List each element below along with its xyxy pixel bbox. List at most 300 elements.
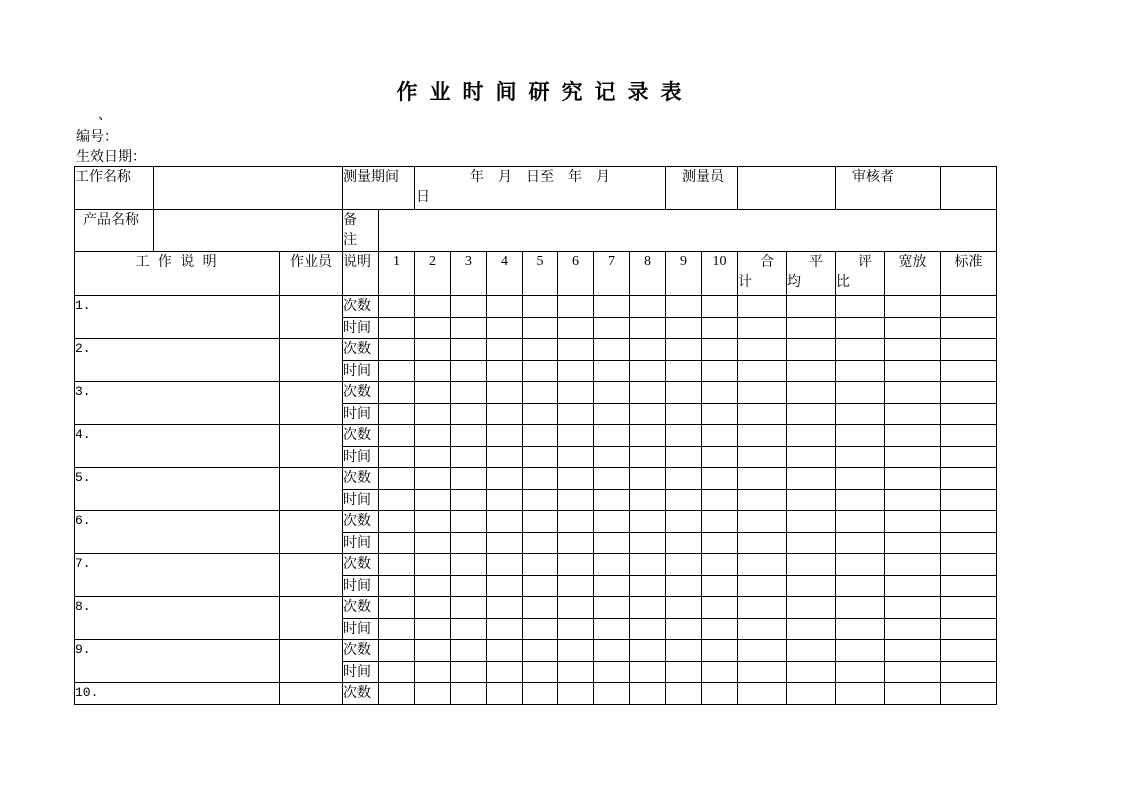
count-cell-9[interactable] [666,511,702,533]
count-cell-9[interactable] [666,382,702,404]
time-cell-5[interactable] [523,662,558,683]
count-cell-7[interactable] [594,468,630,490]
time-cell-15[interactable] [941,533,997,554]
count-cell-8[interactable] [630,640,666,662]
time-cell-14[interactable] [885,490,941,511]
count-cell-1[interactable] [379,425,415,447]
count-cell-6[interactable] [558,511,594,533]
count-cell-14[interactable] [885,554,941,576]
time-cell-4[interactable] [487,361,523,382]
time-cell-7[interactable] [594,318,630,339]
count-cell-5[interactable] [523,382,558,404]
count-cell-5[interactable] [523,339,558,361]
count-cell-12[interactable] [787,683,836,705]
count-cell-15[interactable] [941,554,997,576]
time-cell-1[interactable] [379,619,415,640]
count-cell-3[interactable] [451,296,487,318]
count-cell-11[interactable] [738,296,787,318]
time-cell-10[interactable] [702,404,738,425]
time-cell-15[interactable] [941,662,997,683]
count-cell-9[interactable] [666,640,702,662]
count-cell-8[interactable] [630,425,666,447]
time-cell-10[interactable] [702,619,738,640]
count-cell-6[interactable] [558,468,594,490]
time-cell-5[interactable] [523,490,558,511]
time-cell-12[interactable] [787,576,836,597]
count-cell-2[interactable] [415,468,451,490]
measurer-field[interactable] [738,167,836,210]
count-cell-3[interactable] [451,597,487,619]
time-cell-11[interactable] [738,662,787,683]
count-cell-7[interactable] [594,554,630,576]
count-cell-4[interactable] [487,425,523,447]
time-cell-12[interactable] [787,361,836,382]
count-cell-8[interactable] [630,468,666,490]
time-cell-12[interactable] [787,490,836,511]
time-cell-15[interactable] [941,404,997,425]
time-cell-8[interactable] [630,619,666,640]
count-cell-11[interactable] [738,468,787,490]
time-cell-7[interactable] [594,404,630,425]
time-cell-1[interactable] [379,533,415,554]
time-cell-11[interactable] [738,404,787,425]
time-cell-5[interactable] [523,447,558,468]
count-cell-13[interactable] [836,640,885,662]
count-cell-8[interactable] [630,683,666,705]
time-cell-9[interactable] [666,318,702,339]
time-cell-2[interactable] [415,576,451,597]
time-cell-1[interactable] [379,404,415,425]
count-cell-4[interactable] [487,554,523,576]
count-cell-11[interactable] [738,640,787,662]
time-cell-3[interactable] [451,361,487,382]
time-cell-1[interactable] [379,490,415,511]
count-cell-1[interactable] [379,511,415,533]
count-cell-4[interactable] [487,511,523,533]
time-cell-8[interactable] [630,404,666,425]
count-cell-6[interactable] [558,640,594,662]
task-operator[interactable] [280,597,343,640]
count-cell-6[interactable] [558,683,594,705]
count-cell-4[interactable] [487,683,523,705]
time-cell-6[interactable] [558,576,594,597]
count-cell-12[interactable] [787,468,836,490]
time-cell-9[interactable] [666,533,702,554]
time-cell-8[interactable] [630,662,666,683]
time-cell-3[interactable] [451,490,487,511]
count-cell-3[interactable] [451,640,487,662]
count-cell-10[interactable] [702,468,738,490]
time-cell-15[interactable] [941,576,997,597]
count-cell-14[interactable] [885,468,941,490]
count-cell-7[interactable] [594,597,630,619]
count-cell-6[interactable] [558,296,594,318]
task-operator[interactable] [280,296,343,339]
time-cell-14[interactable] [885,576,941,597]
time-cell-13[interactable] [836,447,885,468]
time-cell-14[interactable] [885,619,941,640]
count-cell-13[interactable] [836,468,885,490]
count-cell-11[interactable] [738,382,787,404]
count-cell-5[interactable] [523,554,558,576]
time-cell-10[interactable] [702,361,738,382]
time-cell-3[interactable] [451,533,487,554]
count-cell-14[interactable] [885,382,941,404]
count-cell-13[interactable] [836,554,885,576]
time-cell-9[interactable] [666,404,702,425]
time-cell-15[interactable] [941,619,997,640]
time-cell-10[interactable] [702,533,738,554]
time-cell-7[interactable] [594,619,630,640]
count-cell-10[interactable] [702,511,738,533]
time-cell-7[interactable] [594,447,630,468]
task-operator[interactable] [280,683,343,705]
time-cell-12[interactable] [787,404,836,425]
time-cell-9[interactable] [666,576,702,597]
time-cell-10[interactable] [702,318,738,339]
count-cell-3[interactable] [451,468,487,490]
count-cell-3[interactable] [451,511,487,533]
count-cell-5[interactable] [523,511,558,533]
count-cell-15[interactable] [941,468,997,490]
count-cell-2[interactable] [415,339,451,361]
count-cell-8[interactable] [630,296,666,318]
time-cell-5[interactable] [523,361,558,382]
count-cell-3[interactable] [451,554,487,576]
time-cell-4[interactable] [487,576,523,597]
time-cell-12[interactable] [787,662,836,683]
count-cell-1[interactable] [379,554,415,576]
count-cell-12[interactable] [787,339,836,361]
time-cell-10[interactable] [702,662,738,683]
time-cell-5[interactable] [523,318,558,339]
task-operator[interactable] [280,468,343,511]
time-cell-15[interactable] [941,361,997,382]
count-cell-3[interactable] [451,339,487,361]
count-cell-12[interactable] [787,511,836,533]
count-cell-4[interactable] [487,382,523,404]
count-cell-13[interactable] [836,597,885,619]
task-operator[interactable] [280,382,343,425]
count-cell-5[interactable] [523,597,558,619]
time-cell-12[interactable] [787,447,836,468]
count-cell-13[interactable] [836,683,885,705]
count-cell-7[interactable] [594,511,630,533]
count-cell-7[interactable] [594,640,630,662]
remark-field[interactable] [379,210,997,252]
time-cell-11[interactable] [738,490,787,511]
count-cell-11[interactable] [738,683,787,705]
task-description[interactable]: 3. [75,382,280,425]
task-operator[interactable] [280,425,343,468]
count-cell-11[interactable] [738,597,787,619]
count-cell-10[interactable] [702,425,738,447]
time-cell-10[interactable] [702,490,738,511]
count-cell-7[interactable] [594,339,630,361]
count-cell-10[interactable] [702,597,738,619]
task-description[interactable]: 10. [75,683,280,705]
time-cell-6[interactable] [558,318,594,339]
count-cell-5[interactable] [523,683,558,705]
time-cell-11[interactable] [738,533,787,554]
time-cell-6[interactable] [558,619,594,640]
task-operator[interactable] [280,511,343,554]
count-cell-12[interactable] [787,382,836,404]
count-cell-9[interactable] [666,597,702,619]
time-cell-13[interactable] [836,533,885,554]
count-cell-9[interactable] [666,468,702,490]
time-cell-13[interactable] [836,361,885,382]
count-cell-14[interactable] [885,640,941,662]
time-cell-1[interactable] [379,662,415,683]
count-cell-5[interactable] [523,296,558,318]
count-cell-15[interactable] [941,597,997,619]
time-cell-5[interactable] [523,619,558,640]
count-cell-1[interactable] [379,468,415,490]
time-cell-11[interactable] [738,576,787,597]
count-cell-9[interactable] [666,296,702,318]
task-description[interactable]: 6. [75,511,280,554]
time-cell-3[interactable] [451,619,487,640]
time-cell-9[interactable] [666,361,702,382]
time-cell-14[interactable] [885,318,941,339]
count-cell-4[interactable] [487,640,523,662]
count-cell-6[interactable] [558,554,594,576]
count-cell-6[interactable] [558,597,594,619]
time-cell-1[interactable] [379,361,415,382]
task-operator[interactable] [280,640,343,683]
count-cell-7[interactable] [594,683,630,705]
product-name-field[interactable] [154,210,343,252]
time-cell-7[interactable] [594,361,630,382]
time-cell-2[interactable] [415,490,451,511]
count-cell-15[interactable] [941,382,997,404]
time-cell-14[interactable] [885,662,941,683]
task-description[interactable]: 5. [75,468,280,511]
count-cell-9[interactable] [666,339,702,361]
count-cell-1[interactable] [379,597,415,619]
time-cell-1[interactable] [379,447,415,468]
count-cell-2[interactable] [415,296,451,318]
count-cell-2[interactable] [415,554,451,576]
time-cell-6[interactable] [558,533,594,554]
count-cell-8[interactable] [630,554,666,576]
time-cell-9[interactable] [666,447,702,468]
count-cell-8[interactable] [630,382,666,404]
time-cell-12[interactable] [787,619,836,640]
time-cell-8[interactable] [630,447,666,468]
count-cell-2[interactable] [415,425,451,447]
count-cell-15[interactable] [941,296,997,318]
time-cell-2[interactable] [415,619,451,640]
time-cell-9[interactable] [666,490,702,511]
time-cell-14[interactable] [885,533,941,554]
time-cell-3[interactable] [451,318,487,339]
count-cell-1[interactable] [379,683,415,705]
time-cell-8[interactable] [630,490,666,511]
count-cell-1[interactable] [379,382,415,404]
count-cell-13[interactable] [836,382,885,404]
time-cell-7[interactable] [594,662,630,683]
work-name-field[interactable] [154,167,343,210]
count-cell-4[interactable] [487,339,523,361]
count-cell-2[interactable] [415,382,451,404]
task-operator[interactable] [280,554,343,597]
count-cell-2[interactable] [415,640,451,662]
count-cell-10[interactable] [702,296,738,318]
count-cell-11[interactable] [738,425,787,447]
time-cell-3[interactable] [451,404,487,425]
task-description[interactable]: 2. [75,339,280,382]
time-cell-2[interactable] [415,533,451,554]
time-cell-13[interactable] [836,576,885,597]
time-cell-5[interactable] [523,533,558,554]
count-cell-3[interactable] [451,683,487,705]
time-cell-8[interactable] [630,576,666,597]
time-cell-15[interactable] [941,447,997,468]
time-cell-2[interactable] [415,404,451,425]
task-description[interactable]: 9. [75,640,280,683]
time-cell-11[interactable] [738,318,787,339]
time-cell-13[interactable] [836,662,885,683]
reviewer-field[interactable] [941,167,997,210]
count-cell-5[interactable] [523,425,558,447]
count-cell-1[interactable] [379,296,415,318]
time-cell-11[interactable] [738,619,787,640]
task-operator[interactable] [280,339,343,382]
time-cell-5[interactable] [523,404,558,425]
time-cell-4[interactable] [487,404,523,425]
count-cell-10[interactable] [702,640,738,662]
time-cell-14[interactable] [885,361,941,382]
time-cell-2[interactable] [415,662,451,683]
count-cell-9[interactable] [666,425,702,447]
count-cell-3[interactable] [451,425,487,447]
time-cell-3[interactable] [451,576,487,597]
count-cell-12[interactable] [787,640,836,662]
time-cell-12[interactable] [787,533,836,554]
time-cell-9[interactable] [666,662,702,683]
count-cell-9[interactable] [666,683,702,705]
count-cell-9[interactable] [666,554,702,576]
count-cell-13[interactable] [836,425,885,447]
time-cell-6[interactable] [558,447,594,468]
count-cell-13[interactable] [836,511,885,533]
count-cell-14[interactable] [885,296,941,318]
time-cell-2[interactable] [415,361,451,382]
time-cell-13[interactable] [836,404,885,425]
count-cell-4[interactable] [487,597,523,619]
count-cell-15[interactable] [941,339,997,361]
count-cell-14[interactable] [885,597,941,619]
count-cell-13[interactable] [836,296,885,318]
time-cell-8[interactable] [630,533,666,554]
count-cell-11[interactable] [738,511,787,533]
count-cell-6[interactable] [558,339,594,361]
time-cell-6[interactable] [558,662,594,683]
count-cell-12[interactable] [787,425,836,447]
time-cell-10[interactable] [702,576,738,597]
time-cell-13[interactable] [836,490,885,511]
time-cell-13[interactable] [836,318,885,339]
count-cell-13[interactable] [836,339,885,361]
time-cell-7[interactable] [594,533,630,554]
time-cell-5[interactable] [523,576,558,597]
count-cell-12[interactable] [787,597,836,619]
count-cell-10[interactable] [702,382,738,404]
count-cell-2[interactable] [415,511,451,533]
count-cell-6[interactable] [558,425,594,447]
count-cell-14[interactable] [885,425,941,447]
count-cell-8[interactable] [630,339,666,361]
count-cell-3[interactable] [451,382,487,404]
time-cell-8[interactable] [630,318,666,339]
task-description[interactable]: 7. [75,554,280,597]
count-cell-12[interactable] [787,554,836,576]
time-cell-1[interactable] [379,318,415,339]
time-cell-11[interactable] [738,447,787,468]
count-cell-1[interactable] [379,339,415,361]
time-cell-6[interactable] [558,361,594,382]
period-field[interactable] [415,167,666,210]
time-cell-4[interactable] [487,490,523,511]
count-cell-14[interactable] [885,511,941,533]
time-cell-9[interactable] [666,619,702,640]
time-cell-15[interactable] [941,490,997,511]
count-cell-6[interactable] [558,382,594,404]
time-cell-8[interactable] [630,361,666,382]
time-cell-7[interactable] [594,576,630,597]
count-cell-7[interactable] [594,382,630,404]
count-cell-8[interactable] [630,511,666,533]
count-cell-2[interactable] [415,683,451,705]
count-cell-1[interactable] [379,640,415,662]
count-cell-4[interactable] [487,468,523,490]
time-cell-1[interactable] [379,576,415,597]
count-cell-11[interactable] [738,339,787,361]
count-cell-12[interactable] [787,296,836,318]
time-cell-6[interactable] [558,490,594,511]
time-cell-4[interactable] [487,619,523,640]
count-cell-15[interactable] [941,425,997,447]
time-cell-2[interactable] [415,318,451,339]
time-cell-12[interactable] [787,318,836,339]
time-cell-14[interactable] [885,404,941,425]
count-cell-15[interactable] [941,683,997,705]
count-cell-2[interactable] [415,597,451,619]
time-cell-2[interactable] [415,447,451,468]
time-cell-11[interactable] [738,361,787,382]
count-cell-5[interactable] [523,640,558,662]
time-cell-4[interactable] [487,447,523,468]
count-cell-15[interactable] [941,511,997,533]
time-cell-3[interactable] [451,447,487,468]
time-cell-3[interactable] [451,662,487,683]
time-cell-4[interactable] [487,533,523,554]
count-cell-14[interactable] [885,339,941,361]
time-cell-7[interactable] [594,490,630,511]
time-cell-13[interactable] [836,619,885,640]
count-cell-10[interactable] [702,339,738,361]
count-cell-5[interactable] [523,468,558,490]
count-cell-10[interactable] [702,683,738,705]
time-cell-10[interactable] [702,447,738,468]
count-cell-14[interactable] [885,683,941,705]
task-description[interactable]: 8. [75,597,280,640]
time-cell-4[interactable] [487,662,523,683]
count-cell-7[interactable] [594,296,630,318]
time-cell-6[interactable] [558,404,594,425]
